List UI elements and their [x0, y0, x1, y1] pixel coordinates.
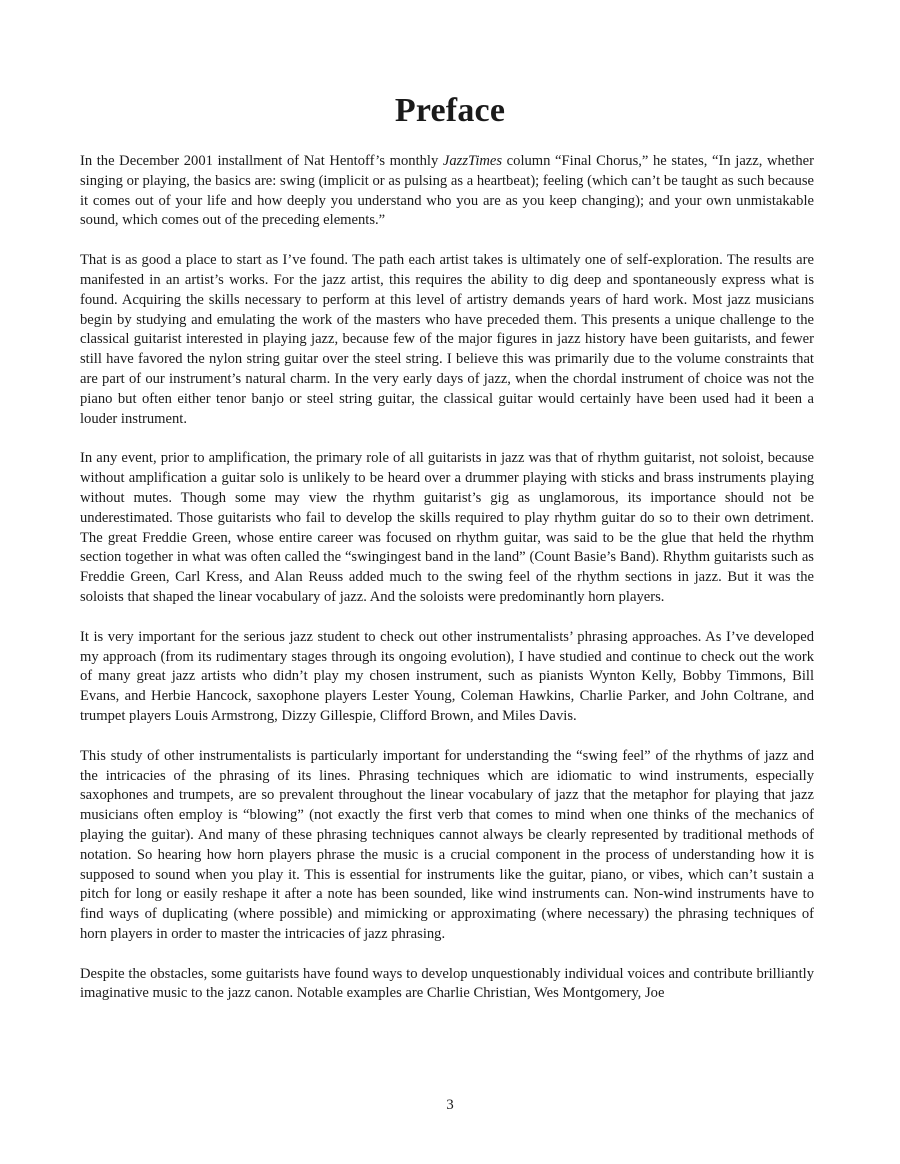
paragraph-6: Despite the obstacles, some guitarists have found ways to develop unquestionably individual voices and contribute brilliantly imaginative music to the jazz canon. Notable examples are Charlie Christian, Wes Montgomery, Joe	[80, 965, 814, 1002]
paragraph-1	[80, 152, 814, 231]
page-number: 3	[446, 1097, 454, 1113]
page-title: Preface	[394, 92, 506, 129]
paragraph-1-start: In the December 2001 installment of Nat Hentoff’s monthly	[80, 153, 443, 169]
preface-body	[80, 152, 814, 1024]
paragraph-2: That is as good a place to start as I’ve found. The path each artist takes is ultimately one of self-exploration. The results are manifested in an artist’s works. For the jazz artist, this requires the ability to dig deep and spontaneously express what is found. Acquiring the skills necessary to perform at this level of artistry demands years of hard work. Most jazz musicians begin by studying and emulating the work of the masters who have preceded them. This presents a unique challenge to the classical guitarist interested in playing jazz, because few of the major figures in jazz history have been guitarists, and fewer still have favored the nylon string guitar over the steel string. I believe this was primarily due to the volume constraints that are part of our instrument’s natural charm. In the very early days of jazz, when the chordal instrument of choice was not the piano but often either tenor banjo or steel string guitar, the classical guitar would certainly have been used had it been a louder instrument.	[80, 252, 814, 427]
paragraph-4: It is very important for the serious jazz student to check out other instrumentalists’ phrasing approaches. As I’ve developed my approach (from its rudimentary stages through its ongoing evolution), I have studied and continue to check out the work of many great jazz artists who didn’t play my chosen instrument, such as pianists Wynton Kelly, Bobby Timmons, Bill Evans, and Herbie Hancock, saxophone players Lester Young, Coleman Hawkins, Charlie Parker, and John Coltrane, and trumpet players Louis Armstrong, Dizzy Gillespie, Clifford Brown, and Miles Davis.	[80, 628, 814, 724]
paragraph-3: In any event, prior to amplification, the primary role of all guitarists in jazz was that of rhythm guitarist, not soloist, because without amplification a guitar solo is unlikely to be heard over a drummer playing with sticks and brass instruments playing without mutes. Though some may view the rhythm guitarist’s gig as unglamorous, its importance should not be underestimated. Those guitarists who fail to develop the skills required to play rhythm guitar do so to their own detriment. The great Freddie Green, whose entire career was focused on rhythm guitar, was said to be the glue that held the rhythm section together in what was often called the “swingingest band in the land” (Count Basie’s Band). Rhythm guitarists such as Freddie Green, Carl Kress, and Alan Reuss added much to the swing feel of the rhythm sections in jazz. But it was the soloists that shaped the linear vocabulary of jazz. And the soloists were predominantly horn players.	[80, 450, 814, 605]
paragraph-1-end: column “Final Chorus,” he states, “In jazz, whether singing or playing, the basics are: swing (implicit or as pulsing as a heartbeat); feeling (which can’t be taught as such because it comes out of your life and how deeply you understand who you are as you keep changing); and your own unmistakable sound, which comes out of the preceding elements.”	[80, 153, 814, 229]
publication-title: JazzTimes	[442, 153, 503, 169]
paragraph-5: This study of other instrumentalists is particularly important for understanding the “swing feel” of the rhythms of jazz and the intricacies of the phrasing of its lines. Phrasing techniques which are idiomatic to wind instruments, especially saxophones and trumpets, are so prevalent throughout the linear vocabulary of jazz that the metaphor for playing that jazz musicians often employ is “blowing” (not exactly the first verb that comes to mind when one thinks of the mechanics of playing the guitar). And many of these phrasing techniques cannot always be clearly represented by traditional methods of notation. So hearing how horn players phrase the music is a crucial component in the process of understanding how it is supposed to sound when you play it. This is essential for instruments like the guitar, piano, or vibes, which can’t sustain a pitch for long or easily reshape it after a note has been sounded, like wind instruments can. Non-wind instruments have to find ways of duplicating (where possible) and mimicking or approximating (where necessary) the phrasing techniques of horn players in order to master the intricacies of jazz phrasing.	[80, 747, 814, 942]
